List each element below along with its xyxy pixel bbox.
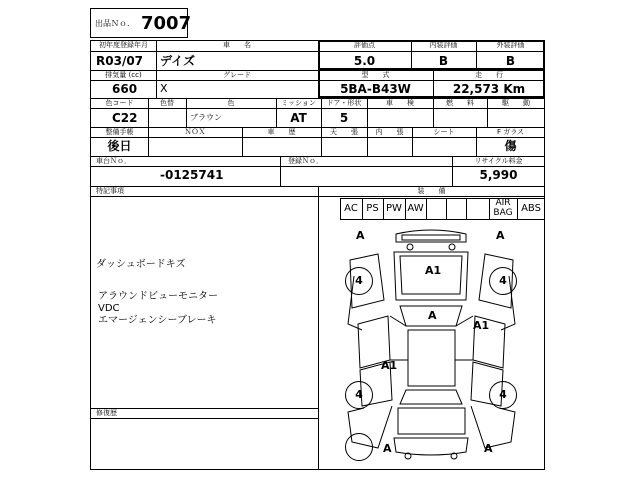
- car-diagram: [318, 220, 545, 470]
- label-nox: ＮＯＸ: [184, 128, 206, 136]
- remark-line: アラウンドビューモニター: [98, 291, 218, 302]
- label-registration: 登録Ｎｏ．: [288, 157, 323, 165]
- label-fuel: 燃 料: [446, 99, 474, 107]
- label-model: 型 式: [361, 71, 390, 79]
- label-recycle: リサイクル料金: [474, 157, 523, 165]
- label-f-glass: F ガラス: [496, 128, 525, 136]
- label-name: 車 名: [223, 41, 251, 49]
- value-f-glass: 傷: [504, 139, 517, 153]
- spare-tire: [345, 433, 373, 461]
- value-model: 5BA-B43W: [340, 82, 411, 96]
- remark-line: ダッシュボードキズ: [96, 259, 186, 270]
- mark-door-left-rear: A1: [381, 359, 398, 372]
- label-seat: シート: [433, 128, 455, 136]
- equipment-ps: PS: [366, 203, 379, 214]
- tire-front-left: 4: [345, 267, 373, 295]
- value-exterior: B: [505, 54, 516, 68]
- label-doors: ドア・形状: [326, 99, 362, 107]
- value-mileage: 22,573 Km: [452, 82, 526, 96]
- label-year: 初年度登録年月: [99, 41, 148, 49]
- mark-door-right-front: A1: [473, 319, 490, 332]
- mark-front-left: A: [356, 229, 365, 242]
- value-recycle: 5,990: [479, 168, 518, 182]
- mark-rear-right: A: [484, 442, 493, 455]
- label-color-change: 色替: [160, 99, 174, 107]
- label-chassis: 車台Ｎｏ．: [96, 157, 131, 165]
- label-equipment: 装 備: [417, 187, 446, 195]
- label-interior: 内装評価: [429, 41, 458, 49]
- label-score: 評価点: [354, 41, 375, 49]
- equipment-ac: AC: [344, 203, 358, 214]
- label-repair: 修復歴: [96, 409, 117, 417]
- label-displacement: 排気量 (cc): [105, 71, 142, 79]
- value-maintenance: 後日: [107, 139, 132, 153]
- equipment-pw: PW: [386, 203, 402, 214]
- value-interior: B: [438, 54, 449, 68]
- value-displacement: 660: [112, 82, 138, 96]
- label-exterior: 外装評価: [496, 41, 525, 49]
- mark-roof: A: [428, 309, 437, 322]
- label-remarks: 特記事項: [96, 187, 124, 195]
- label-roof: 天 張: [330, 128, 358, 136]
- value-color-code: C22: [112, 111, 138, 125]
- label-grade: グレード: [223, 71, 251, 79]
- value-year: R03/07: [96, 54, 144, 68]
- lot-number: 7007: [141, 13, 192, 34]
- lot-number-label: 出品Ｎｏ．: [95, 19, 135, 28]
- label-inspection: 車 検: [386, 99, 414, 107]
- equipment-aw: AW: [407, 203, 424, 214]
- label-history: 車 歴: [267, 128, 296, 136]
- value-mission: AT: [290, 111, 307, 125]
- label-color: 色: [227, 99, 235, 107]
- equipment-abs: ABS: [521, 203, 541, 214]
- value-chassis: -0125741: [160, 168, 224, 182]
- label-inner: 内 張: [375, 128, 404, 136]
- label-mileage: 走 行: [475, 71, 503, 79]
- equipment-airbag: AIR BAG: [493, 198, 513, 218]
- label-maintenance: 整備手帳: [105, 128, 134, 136]
- remark-line: エマージェンシーブレーキ: [98, 315, 217, 326]
- value-grade: X: [160, 82, 168, 95]
- mark-front-right: A: [496, 229, 505, 242]
- remark-line: VDC: [98, 303, 120, 314]
- tire-rear-left: 4: [345, 381, 373, 409]
- tire-front-right: 4: [489, 267, 517, 295]
- lot-number-box: [90, 8, 192, 38]
- mark-rear-left: A: [383, 442, 392, 455]
- value-doors: 5: [339, 111, 349, 125]
- value-name: デイズ: [160, 54, 196, 68]
- label-mission: ミッション: [281, 99, 316, 107]
- tire-rear-right: 4: [489, 381, 517, 409]
- label-color-code: 色コード: [105, 99, 134, 107]
- value-color: ブラウン: [190, 113, 222, 122]
- mark-hood: A1: [425, 264, 442, 277]
- label-drive: 駆 動: [502, 99, 530, 107]
- value-score: 5.0: [353, 54, 376, 68]
